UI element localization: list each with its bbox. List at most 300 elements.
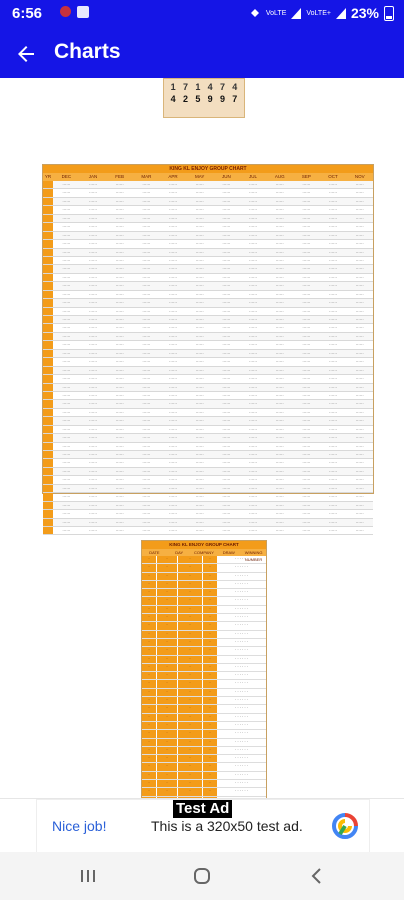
chart-texture-cell: ······ — [275, 232, 284, 238]
chart-texture-cell: ······ — [62, 317, 71, 322]
chart-texture-cell: · — [177, 680, 202, 687]
chart-texture-cell: ······ — [249, 224, 258, 230]
chart-texture-cell: ······ — [329, 485, 338, 491]
chart-texture-cell: ······ — [329, 232, 338, 238]
chart-texture-cell: · — [156, 672, 177, 679]
chart-texture-cell: · · · · · · — [235, 731, 248, 736]
chart-texture-cell: · — [177, 647, 202, 654]
chart-texture-cell: ······ — [275, 401, 284, 407]
chart-texture-cell: · — [156, 697, 177, 704]
strip-cell: 4 — [207, 82, 213, 92]
chart-texture-cell — [43, 434, 53, 441]
chart-texture-row — [43, 519, 373, 527]
chart-texture-row — [142, 672, 266, 680]
chart-texture-cell: ······ — [249, 342, 258, 348]
chart-texture-cell: ······ — [355, 418, 364, 424]
chart-texture-row — [43, 282, 373, 290]
chart-texture-cell: ······ — [195, 317, 204, 322]
chart-texture-cell: ······ — [222, 401, 231, 407]
chart-texture-row — [43, 527, 373, 535]
chart-texture-cell: ······ — [89, 207, 97, 213]
chart-texture-cell: ······ — [89, 485, 97, 491]
chart-texture-cell: ······ — [169, 274, 178, 280]
chart-texture-cell: ······ — [275, 274, 284, 280]
ad-nice-job-text: Nice job! — [52, 818, 107, 834]
chart-texture-cell: ······ — [222, 502, 231, 508]
chart-texture-cell: ······ — [302, 350, 311, 356]
header-cell: FEB — [115, 174, 125, 179]
chart-texture-cell: · — [177, 697, 202, 704]
chart-texture-row — [142, 614, 266, 622]
chart-texture-cell: ······ — [222, 359, 231, 365]
chart-texture-cell: · — [177, 656, 202, 663]
chart-texture-cell: ······ — [355, 274, 364, 280]
chart-texture-cell — [43, 350, 53, 357]
chart-texture-cell: ······ — [355, 325, 364, 331]
chart-texture-row — [142, 714, 266, 722]
chart-texture-cell — [43, 510, 53, 517]
chart-texture-cell: ······ — [115, 249, 124, 255]
chart-texture-cell: ······ — [142, 291, 151, 297]
chart-texture-cell: · · · · · · — [235, 581, 248, 586]
chart-texture-cell — [43, 265, 53, 272]
header-cell: AUG — [274, 174, 285, 179]
monthly-chart-header — [43, 173, 373, 181]
chart-texture-cell: ······ — [249, 190, 258, 196]
chart-texture-cell: ······ — [195, 224, 204, 230]
chart-texture-cell: ······ — [62, 283, 71, 289]
chart-texture-cell: · — [202, 722, 217, 729]
chart-texture-cell: · — [202, 581, 217, 588]
chart-texture-cell: ······ — [222, 443, 231, 449]
strip-cell: 2 — [182, 94, 188, 104]
chart-texture-cell: ······ — [329, 519, 338, 525]
chart-texture-cell: ······ — [142, 502, 151, 508]
chart-texture-cell: ······ — [89, 241, 97, 247]
chart-texture-cell: ······ — [89, 215, 97, 221]
chart-texture-cell: ······ — [222, 266, 231, 272]
chart-texture-cell: ······ — [89, 257, 97, 263]
chart-texture-cell: ······ — [62, 333, 71, 339]
chart-texture-cell: · · · · · · — [235, 722, 248, 727]
chart-texture-cell: ······ — [195, 207, 204, 213]
chart-texture-cell: ······ — [142, 257, 151, 263]
chart-texture-cell: ······ — [89, 418, 97, 424]
chart-texture-cell: ······ — [62, 232, 71, 238]
chart-texture-cell: · — [177, 556, 202, 563]
chart-texture-cell: · — [202, 639, 217, 646]
chart-texture-cell: ······ — [329, 426, 338, 432]
chart-texture-cell: ······ — [115, 325, 124, 331]
chart-texture-cell: ······ — [142, 418, 151, 424]
chart-texture-cell: ······ — [89, 468, 97, 474]
chart-texture-row — [43, 299, 373, 307]
chart-texture-cell: ······ — [115, 392, 124, 398]
chart-texture-cell: ······ — [222, 241, 231, 247]
chart-texture-cell: ······ — [62, 291, 71, 297]
chart-texture-cell: ······ — [115, 291, 124, 297]
chart-texture-cell: ······ — [195, 359, 204, 365]
chart-texture-cell: ······ — [169, 460, 178, 466]
chart-texture-row — [142, 697, 266, 705]
chart-texture-cell: ······ — [302, 418, 311, 424]
chart-texture-cell: · · · · · · — [235, 772, 248, 777]
chart-texture-cell: ······ — [195, 527, 204, 533]
chart-texture-cell: ······ — [169, 198, 178, 204]
chart-texture-cell: · — [202, 589, 217, 596]
battery-icon — [384, 6, 394, 21]
chart-texture-cell: ······ — [169, 266, 178, 272]
chart-texture-cell: ······ — [249, 418, 258, 424]
chart-texture-cell: ······ — [355, 401, 364, 407]
chart-texture-cell: ······ — [115, 342, 124, 348]
chart-texture-cell: ······ — [302, 207, 311, 213]
chart-texture-cell: ······ — [329, 392, 338, 398]
chart-texture-cell: ······ — [355, 291, 364, 297]
chart-texture-cell: ······ — [222, 485, 231, 491]
chart-texture-cell: ······ — [142, 359, 151, 365]
chart-texture-cell: · — [156, 622, 177, 629]
chart-texture-cell: ······ — [222, 527, 231, 533]
chart-texture-cell: ······ — [275, 291, 284, 297]
chart-texture-cell — [43, 189, 53, 196]
chart-texture-cell: ······ — [329, 300, 338, 306]
chart-texture-cell: ······ — [89, 342, 97, 348]
chart-texture-cell: ······ — [222, 283, 231, 289]
chart-texture-cell: ······ — [142, 215, 151, 221]
chart-texture-cell — [43, 249, 53, 256]
chart-texture-cell: ······ — [142, 342, 151, 348]
chart-texture-row — [43, 265, 373, 273]
chart-texture-cell: · — [156, 631, 177, 638]
chart-texture-cell: · · · · · · — [235, 623, 248, 628]
chart-texture-cell: ······ — [222, 384, 231, 390]
chart-texture-cell: ······ — [115, 401, 124, 407]
chart-texture-cell: ······ — [62, 502, 71, 508]
chart-texture-cell: · · · · · · — [235, 689, 248, 694]
chart-texture-cell: ······ — [62, 460, 71, 466]
chart-texture-cell: · — [202, 614, 217, 621]
chart-texture-row — [142, 739, 266, 747]
chart-texture-cell: · · · · · · — [235, 656, 248, 661]
chart-texture-cell: ······ — [355, 215, 364, 221]
chart-texture-cell: ······ — [62, 207, 71, 213]
chart-texture-cell: ······ — [169, 435, 178, 441]
battery-percent: 23% — [350, 5, 379, 21]
chart-texture-cell: ······ — [115, 215, 124, 221]
chart-texture-cell: ······ — [302, 401, 311, 407]
ad-banner[interactable] — [0, 798, 404, 853]
chart-texture-cell: · — [156, 689, 177, 696]
chart-texture-cell: ······ — [89, 376, 97, 382]
chart-texture-cell: ······ — [249, 435, 258, 441]
chart-texture-cell: ······ — [142, 460, 151, 466]
chart-texture-cell: ······ — [142, 452, 151, 457]
chart-content[interactable] — [0, 78, 404, 798]
chart-texture-cell: · — [177, 581, 202, 588]
strip-cell: 4 — [170, 94, 176, 104]
chart-texture-cell: · — [156, 722, 177, 729]
home-button[interactable] — [188, 864, 216, 888]
chart-texture-cell: ······ — [275, 300, 284, 306]
network-2-label: VoLTE+ — [306, 9, 331, 17]
chart-texture-cell: ······ — [89, 401, 97, 407]
chart-texture-cell: ······ — [115, 468, 124, 474]
chart-texture-cell: ······ — [115, 300, 124, 306]
chart-texture-cell: ······ — [222, 418, 231, 424]
chart-texture-row — [142, 722, 266, 730]
chart-texture-cell: ······ — [222, 249, 231, 255]
system-nav-bar — [0, 852, 404, 900]
chart-texture-cell: · · · · · · — [235, 615, 248, 620]
chart-texture-cell: · — [177, 606, 202, 613]
chart-texture-cell: ······ — [62, 409, 71, 415]
chart-texture-cell: ······ — [195, 511, 204, 517]
chart-texture-row — [142, 622, 266, 630]
chart-texture-cell: ······ — [89, 494, 97, 500]
header-cell: DATE — [149, 550, 160, 555]
chart-texture-cell: ······ — [355, 511, 364, 517]
chart-texture-cell: ······ — [62, 401, 71, 407]
chart-texture-cell: ······ — [142, 317, 151, 322]
chart-texture-cell: · — [142, 697, 156, 704]
chart-texture-cell: ······ — [89, 224, 97, 230]
daily-chart-rows — [142, 556, 266, 798]
chart-texture-cell: ······ — [89, 527, 97, 533]
chart-texture-cell: · · · · · · — [235, 756, 248, 761]
chart-texture-cell: ······ — [169, 300, 178, 306]
chart-texture-cell: ······ — [249, 359, 258, 365]
chart-texture-cell: ······ — [222, 317, 231, 322]
chart-texture-cell: ······ — [302, 468, 311, 474]
back-button[interactable] — [10, 38, 42, 70]
chart-texture-row — [142, 589, 266, 597]
chart-texture-cell: ······ — [62, 426, 71, 432]
chart-texture-cell: ······ — [329, 384, 338, 390]
chart-texture-cell: · — [156, 656, 177, 663]
chart-texture-cell: ······ — [275, 215, 284, 221]
chart-texture-cell: ······ — [195, 325, 204, 331]
chart-texture-cell: ······ — [115, 367, 124, 373]
chart-texture-cell: · — [202, 755, 217, 762]
chart-texture-cell: ······ — [329, 367, 338, 373]
chart-texture-cell: ······ — [89, 317, 97, 322]
chart-texture-cell: · — [177, 639, 202, 646]
chart-texture-cell: · — [142, 689, 156, 696]
chart-texture-cell: · — [202, 689, 217, 696]
chart-texture-cell: ······ — [62, 325, 71, 331]
chart-texture-cell: ······ — [195, 300, 204, 306]
network-1-label: VoLTE — [265, 9, 287, 17]
chart-texture-cell: ······ — [275, 367, 284, 373]
chart-texture-cell: ······ — [89, 232, 97, 238]
chart-texture-cell: ······ — [142, 527, 151, 533]
chart-texture-row — [142, 664, 266, 672]
chart-texture-cell: ······ — [329, 325, 338, 331]
chart-texture-cell: ······ — [355, 182, 364, 187]
chart-texture-row — [43, 451, 373, 459]
chart-texture-cell: · — [142, 597, 156, 604]
chart-texture-cell: ······ — [169, 502, 178, 508]
chart-texture-cell: ······ — [249, 502, 258, 508]
chart-texture-row — [142, 631, 266, 639]
top-strip-row-2 — [164, 94, 244, 104]
chart-texture-cell: ······ — [169, 426, 178, 432]
header-cell: APR — [168, 174, 178, 179]
chart-texture-cell: ······ — [169, 443, 178, 449]
chart-texture-cell: ······ — [195, 274, 204, 280]
chart-texture-cell: ······ — [249, 468, 258, 474]
chart-texture-cell: ······ — [142, 283, 151, 289]
chart-texture-cell: · · · · · · — [235, 565, 248, 570]
recents-button[interactable] — [74, 864, 102, 888]
chart-texture-row — [43, 417, 373, 425]
chart-texture-cell: ······ — [142, 249, 151, 255]
chart-texture-cell: · — [142, 606, 156, 613]
chart-texture-cell: ······ — [115, 460, 124, 466]
chart-texture-cell: ······ — [142, 376, 151, 382]
chart-texture-cell: ······ — [222, 215, 231, 221]
header-cell: DRAW — [222, 550, 235, 555]
chart-texture-cell: · — [142, 564, 156, 571]
chart-texture-cell: · — [142, 730, 156, 737]
chart-texture-cell — [43, 400, 53, 407]
chart-texture-cell: · — [156, 714, 177, 721]
chart-texture-cell: ······ — [302, 198, 311, 204]
chart-texture-row — [142, 647, 266, 655]
chart-texture-cell: ······ — [329, 182, 338, 187]
chart-texture-cell: · — [142, 680, 156, 687]
chart-texture-cell: ······ — [302, 443, 311, 449]
chart-texture-cell: ······ — [169, 190, 178, 196]
chart-texture-cell: ······ — [115, 266, 124, 272]
chart-texture-cell — [43, 181, 53, 188]
chart-texture-cell: ······ — [195, 435, 204, 441]
chart-texture-row — [43, 232, 373, 240]
chart-texture-cell — [43, 367, 53, 374]
header-cell: MAY — [194, 174, 205, 179]
chart-texture-cell: ······ — [329, 257, 338, 263]
chart-texture-cell: ······ — [329, 460, 338, 466]
chart-texture-cell: · — [156, 589, 177, 596]
chart-texture-cell — [43, 333, 53, 340]
chart-texture-cell: ······ — [62, 274, 71, 280]
chart-texture-cell: ······ — [115, 384, 124, 390]
chart-texture-cell: ······ — [249, 460, 258, 466]
chart-texture-cell — [43, 232, 53, 239]
chart-texture-cell: · — [156, 606, 177, 613]
chart-texture-cell: · · · · · · — [235, 706, 248, 711]
chart-texture-cell: ······ — [302, 283, 311, 289]
chart-texture-cell: · — [202, 772, 217, 779]
chart-texture-cell: ······ — [222, 232, 231, 238]
strip-cell: 7 — [182, 82, 188, 92]
chart-texture-cell — [43, 443, 53, 450]
chart-texture-row — [43, 409, 373, 417]
chart-texture-row — [43, 189, 373, 197]
chart-texture-cell — [43, 493, 53, 500]
chart-texture-cell: ······ — [89, 359, 97, 365]
chart-texture-cell: ······ — [62, 367, 71, 373]
chart-texture-cell: ······ — [222, 392, 231, 398]
chart-texture-cell: ······ — [89, 300, 97, 306]
chart-texture-row — [43, 502, 373, 510]
chart-texture-cell: ······ — [249, 494, 258, 500]
chart-texture-row — [43, 324, 373, 332]
chart-texture-cell: ······ — [302, 291, 311, 297]
chart-texture-cell: ······ — [222, 367, 231, 373]
chart-texture-cell: ······ — [169, 359, 178, 365]
chart-texture-cell: ······ — [169, 342, 178, 348]
chart-texture-cell: ······ — [89, 384, 97, 390]
chart-texture-cell: ······ — [275, 317, 284, 322]
chart-texture-cell: ······ — [329, 215, 338, 221]
chart-texture-cell: ······ — [115, 232, 124, 238]
chart-texture-row — [43, 358, 373, 366]
admob-logo-icon[interactable] — [331, 812, 359, 840]
status-time: 6:56 — [12, 5, 43, 22]
chart-texture-cell: ······ — [275, 241, 284, 247]
header-cell: COMPANY — [194, 550, 214, 555]
chart-texture-cell: ······ — [275, 452, 284, 457]
chart-texture-cell: ······ — [329, 502, 338, 508]
chart-texture-cell: · — [142, 705, 156, 712]
chart-texture-cell: ······ — [275, 283, 284, 289]
chart-texture-cell: · · · · · · — [235, 606, 248, 611]
chart-texture-cell: ······ — [222, 333, 231, 339]
chart-texture-cell: ······ — [275, 485, 284, 491]
chart-texture-cell: ······ — [302, 190, 311, 196]
chart-texture-cell — [43, 451, 53, 458]
chart-texture-cell: ······ — [169, 257, 178, 263]
chart-texture-cell — [43, 392, 53, 399]
chart-texture-cell: ······ — [62, 308, 71, 314]
chart-texture-cell: · — [202, 672, 217, 679]
chart-texture-cell: · — [156, 581, 177, 588]
chart-texture-row — [142, 639, 266, 647]
chart-texture-cell: ······ — [115, 350, 124, 356]
chart-texture-cell: ······ — [195, 468, 204, 474]
chart-texture-cell — [43, 459, 53, 466]
chart-texture-cell: ······ — [222, 198, 231, 204]
chart-texture-cell: ······ — [169, 468, 178, 474]
chart-texture-cell: ······ — [302, 342, 311, 348]
chart-texture-cell: ······ — [89, 350, 97, 356]
chart-texture-cell: · — [177, 772, 202, 779]
header-cell: DEC — [61, 174, 72, 179]
chart-texture-row — [142, 755, 266, 763]
chart-texture-cell: · · · · · · — [235, 739, 248, 744]
chart-texture-cell: ······ — [355, 207, 364, 213]
strip-cell: 1 — [170, 82, 176, 92]
chart-texture-cell: · — [142, 639, 156, 646]
chart-texture-cell: ······ — [142, 266, 151, 272]
chart-texture-cell: ······ — [275, 207, 284, 213]
chart-texture-cell: ······ — [275, 392, 284, 398]
chart-texture-cell: ······ — [142, 511, 151, 517]
chart-texture-cell: · — [142, 622, 156, 629]
chart-texture-row — [142, 656, 266, 664]
chart-texture-cell: ······ — [329, 401, 338, 407]
chart-texture-cell: ······ — [302, 376, 311, 382]
chart-texture-cell: ······ — [169, 317, 178, 322]
chart-texture-cell: · · · · · · — [235, 590, 248, 595]
chart-texture-row — [43, 274, 373, 282]
chart-texture-cell: ······ — [249, 519, 258, 525]
chart-texture-cell: ······ — [89, 291, 97, 297]
chart-texture-cell: ······ — [195, 266, 204, 272]
nav-back-button[interactable] — [302, 864, 330, 888]
